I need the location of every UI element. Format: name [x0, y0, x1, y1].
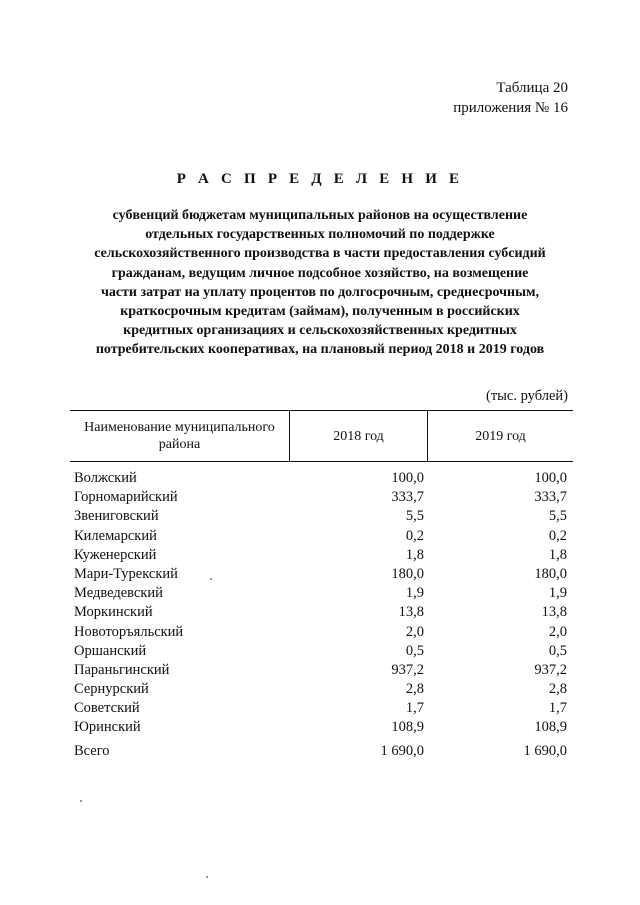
value-2019-cell: 1,9 — [548, 585, 567, 602]
district-name-cell: Горномарийский — [74, 489, 178, 506]
table-row — [70, 546, 573, 565]
value-2019-cell: 2,0 — [548, 623, 567, 640]
value-2019-cell: 333,7 — [534, 489, 567, 506]
value-2019-cell: 937,2 — [534, 661, 567, 678]
table-row — [70, 488, 573, 507]
value-2019-cell: 1,8 — [548, 546, 567, 563]
value-2019-cell: 0,2 — [548, 527, 567, 544]
subtitle-line: части затрат на уплату процентов по долгосрочным, среднесрочным, — [100, 284, 540, 300]
value-2019-cell: 100,0 — [534, 470, 567, 486]
appendix-number: приложения № 16 — [453, 100, 568, 116]
value-2018-cell: 180,0 — [391, 565, 424, 582]
table-row — [70, 699, 573, 718]
value-2018-cell: 13,8 — [398, 604, 424, 621]
value-2019-cell: 180,0 — [534, 565, 567, 582]
table-row — [70, 603, 573, 622]
subtitle-line: потребительских кооперативах, на плановый период 2018 и 2019 годов — [95, 342, 545, 358]
district-name-cell: Оршанский — [74, 642, 147, 659]
subtitle-line: сельскохозяйственного производства в части предоставления субсидий — [94, 246, 546, 262]
table-total-row — [70, 742, 573, 761]
document-subtitle — [70, 206, 570, 360]
subtitle-line: гражданам, ведущим личное подсобное хозяйство, на возмещение — [111, 265, 529, 281]
subtitle-line: субвенций бюджетам муниципальных районов на осуществление — [112, 208, 528, 223]
value-2018-cell: 1,9 — [405, 585, 424, 602]
value-2018-cell: 333,7 — [391, 489, 424, 506]
table-number: Таблица 20 — [496, 80, 568, 96]
subtitle-line: кредитных организациях и сельскохозяйственных кредитных — [123, 323, 517, 339]
table-reference — [453, 78, 568, 118]
district-name-cell: Куженерский — [74, 546, 157, 563]
units-label: (тыс. рублей) — [486, 388, 568, 404]
value-2018-cell: 5,5 — [405, 508, 424, 525]
table-body — [70, 462, 573, 761]
value-2018-cell: 2,0 — [405, 623, 424, 640]
table-row — [70, 623, 573, 642]
value-2018-cell: 0,2 — [405, 527, 424, 544]
table-row — [70, 584, 573, 603]
district-name-cell: Параньгинский — [74, 661, 170, 678]
value-2019-cell: 2,8 — [548, 681, 567, 698]
table-row — [70, 507, 573, 526]
table-row — [70, 565, 573, 584]
value-2018-cell: 2,8 — [405, 681, 424, 698]
table-row — [70, 527, 573, 546]
district-name-cell: Сернурский — [74, 681, 149, 698]
district-name-cell: Моркинский — [74, 604, 153, 621]
district-name-cell: Мари-Турекский — [74, 565, 178, 582]
table-row — [70, 469, 573, 488]
value-2018-cell: 0,5 — [405, 642, 424, 659]
document-title: Р А С П Р Е Д Е Л Е Н И Е — [176, 171, 464, 187]
district-name-cell: Медведевский — [74, 585, 163, 602]
column-header-2019: 2019 год — [475, 428, 526, 444]
district-name-cell: Звениговский — [74, 508, 159, 525]
scan-speck — [80, 800, 82, 802]
district-name-cell: Советский — [74, 700, 140, 717]
district-name-cell: Волжский — [74, 470, 137, 486]
value-2019-cell: 1,7 — [548, 700, 567, 717]
table-header — [70, 410, 573, 462]
total-2018-cell: 1 690,0 — [380, 742, 424, 759]
value-2018-cell: 108,9 — [391, 719, 424, 736]
district-name-cell: Юринский — [74, 719, 141, 736]
subtitle-line: краткосрочным кредитам (займам), полученным в российских — [120, 304, 520, 320]
value-2019-cell: 13,8 — [541, 604, 567, 621]
value-2019-cell: 108,9 — [534, 719, 567, 736]
column-header-2018: 2018 год — [290, 411, 428, 461]
total-2019-cell: 1 690,0 — [523, 742, 567, 759]
value-2018-cell: 1,8 — [405, 546, 424, 563]
scan-speck — [206, 876, 208, 878]
total-label-cell: Всего — [74, 742, 110, 759]
table-row — [70, 661, 573, 680]
subtitle-line: отдельных государственных полномочий по поддержке — [145, 227, 495, 243]
table-row — [70, 718, 573, 737]
district-name-cell: Новоторъяльский — [74, 623, 184, 640]
table-row — [70, 642, 573, 661]
value-2018-cell: 1,7 — [405, 700, 424, 717]
value-2019-cell: 5,5 — [548, 508, 567, 525]
value-2019-cell: 0,5 — [548, 642, 567, 659]
table-row — [70, 680, 573, 699]
district-name-cell: Килемарский — [74, 527, 157, 544]
column-header-district: Наименование муниципального района — [70, 411, 290, 461]
value-2018-cell: 100,0 — [391, 470, 424, 486]
value-2018-cell: 937,2 — [391, 661, 424, 678]
scan-speck — [210, 578, 212, 580]
distribution-table — [70, 410, 573, 761]
